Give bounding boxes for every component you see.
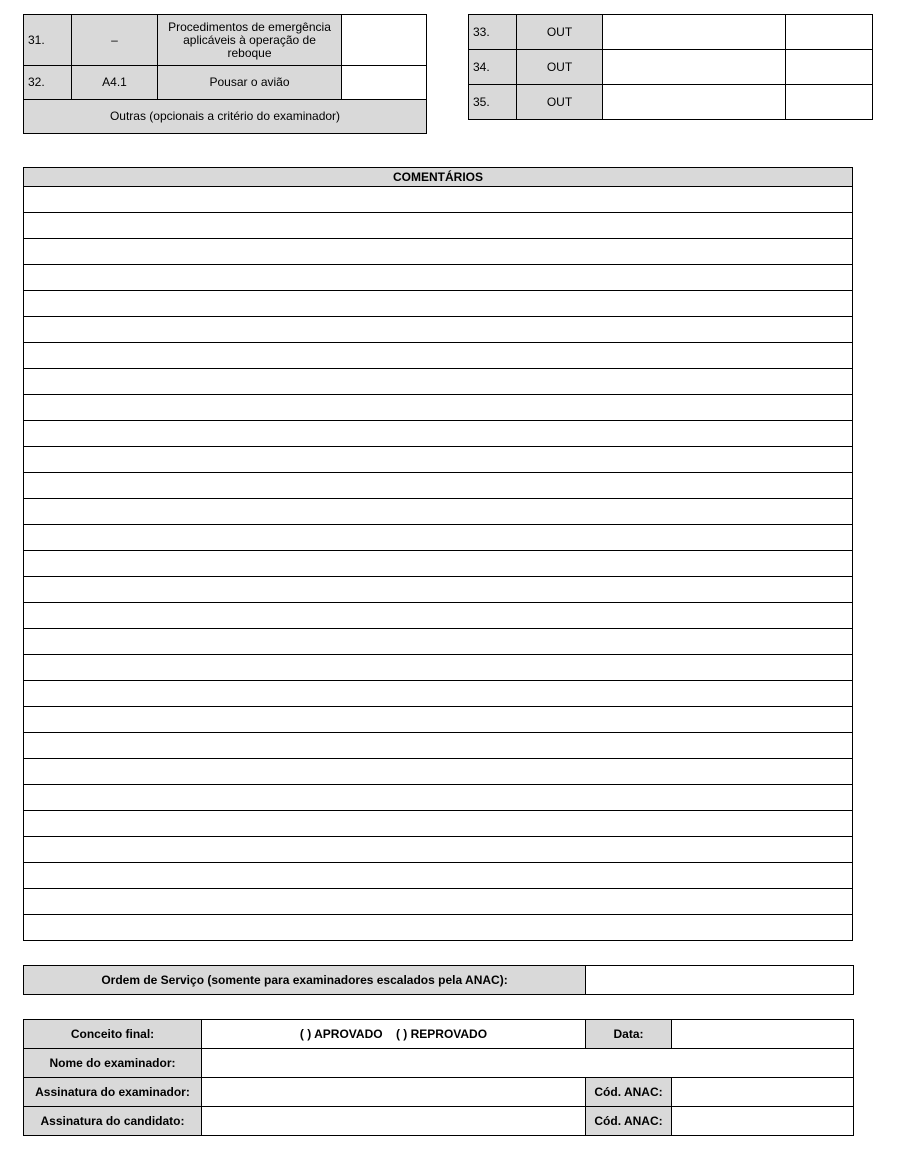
comment-line-field[interactable] (24, 733, 853, 759)
examiner-signature-label: Assinatura do examinador: (24, 1078, 202, 1107)
comment-line (24, 551, 853, 577)
comment-line (24, 447, 853, 473)
comments-title: COMENTÁRIOS (24, 168, 853, 187)
comment-line (24, 317, 853, 343)
comment-line (24, 421, 853, 447)
item-code: OUT (517, 50, 603, 85)
comment-line-field[interactable] (24, 473, 853, 499)
comment-line-field[interactable] (24, 369, 853, 395)
comment-line (24, 811, 853, 837)
candidate-signature-field[interactable] (202, 1107, 586, 1136)
table-row (24, 15, 427, 66)
table-row (469, 85, 873, 120)
service-order-table (23, 965, 854, 995)
table-row (24, 966, 854, 995)
comment-line-field[interactable] (24, 889, 853, 915)
comment-line (24, 395, 853, 421)
comment-line (24, 369, 853, 395)
examiner-anac-code-field[interactable] (672, 1078, 854, 1107)
table-row (24, 100, 427, 134)
date-field[interactable] (672, 1020, 854, 1049)
item-code: OUT (517, 15, 603, 50)
comment-line (24, 889, 853, 915)
service-order-label: Ordem de Serviço (somente para examinadores escalados pela ANAC): (24, 966, 586, 995)
comment-line (24, 291, 853, 317)
comment-line (24, 525, 853, 551)
comment-line-field[interactable] (24, 915, 853, 941)
comment-line-field[interactable] (24, 655, 853, 681)
item-task-cell[interactable] (603, 85, 786, 120)
comment-line (24, 785, 853, 811)
approved-option[interactable]: ( ) APROVADO (299, 1026, 383, 1041)
item-task: Pousar o avião (158, 66, 342, 100)
comment-line-field[interactable] (24, 603, 853, 629)
comment-line (24, 733, 853, 759)
comment-line-field[interactable] (24, 629, 853, 655)
item-task-cell[interactable] (603, 15, 786, 50)
comment-line-field[interactable] (24, 525, 853, 551)
item-number: 33. (469, 15, 517, 50)
comment-line (24, 577, 853, 603)
comment-line-field[interactable] (24, 317, 853, 343)
comment-line-field[interactable] (24, 811, 853, 837)
final-concept-label: Conceito final: (24, 1020, 202, 1049)
comment-line-field[interactable] (24, 785, 853, 811)
item-result-cell[interactable] (786, 50, 873, 85)
comment-line (24, 915, 853, 941)
comment-line-field[interactable] (24, 551, 853, 577)
examiner-anac-code-label: Cód. ANAC: (586, 1078, 672, 1107)
comment-line (24, 681, 853, 707)
table-row (24, 1078, 854, 1107)
comment-line (24, 239, 853, 265)
item-result-cell[interactable] (342, 15, 427, 66)
item-code: – (72, 15, 158, 66)
candidate-anac-code-field[interactable] (672, 1107, 854, 1136)
comment-line (24, 837, 853, 863)
comment-line-field[interactable] (24, 395, 853, 421)
comment-line (24, 863, 853, 889)
comment-line-field[interactable] (24, 759, 853, 785)
comment-line (24, 343, 853, 369)
comment-line (24, 499, 853, 525)
optional-maneuvers-label: Outras (opcionais a critério do examinador) (24, 100, 427, 134)
comment-line-field[interactable] (24, 291, 853, 317)
comments-table (23, 167, 853, 941)
item-result-cell[interactable] (342, 66, 427, 100)
comment-line-field[interactable] (24, 499, 853, 525)
comment-line (24, 213, 853, 239)
table-row (24, 1020, 854, 1049)
comment-line-field[interactable] (24, 863, 853, 889)
comment-line-field[interactable] (24, 187, 853, 213)
comment-line-field[interactable] (24, 577, 853, 603)
service-order-field[interactable] (586, 966, 854, 995)
date-label: Data: (586, 1020, 672, 1049)
item-code: OUT (517, 85, 603, 120)
item-number: 35. (469, 85, 517, 120)
comment-line-field[interactable] (24, 681, 853, 707)
table-row (469, 15, 873, 50)
comment-line (24, 655, 853, 681)
comment-line-field[interactable] (24, 837, 853, 863)
maneuvers-table-right (468, 14, 873, 120)
item-result-cell[interactable] (786, 15, 873, 50)
comment-line (24, 707, 853, 733)
table-row (24, 1107, 854, 1136)
comment-line-field[interactable] (24, 707, 853, 733)
comment-line (24, 473, 853, 499)
item-result-cell[interactable] (786, 85, 873, 120)
candidate-signature-label: Assinatura do candidato: (24, 1107, 202, 1136)
table-row (24, 1049, 854, 1078)
examiner-name-field[interactable] (202, 1049, 854, 1078)
comment-line (24, 629, 853, 655)
comment-line-field[interactable] (24, 213, 853, 239)
final-evaluation-table (23, 1019, 854, 1136)
item-number: 34. (469, 50, 517, 85)
item-task: Procedimentos de emergência aplicáveis à operação de reboque (158, 15, 342, 66)
comment-line-field[interactable] (24, 447, 853, 473)
item-code: A4.1 (72, 66, 158, 100)
comment-line-field[interactable] (24, 239, 853, 265)
table-row (24, 66, 427, 100)
comment-line-field[interactable] (24, 421, 853, 447)
item-number: 31. (24, 15, 72, 66)
rejected-option[interactable]: ( ) REPROVADO (395, 1026, 488, 1041)
final-concept-options (202, 1020, 586, 1049)
item-task-cell[interactable] (603, 50, 786, 85)
comment-line (24, 187, 853, 213)
comment-line (24, 759, 853, 785)
maneuvers-table-left (23, 14, 427, 134)
comments-header-row (24, 168, 853, 187)
comment-line-field[interactable] (24, 343, 853, 369)
table-row (469, 50, 873, 85)
item-number: 32. (24, 66, 72, 100)
examiner-name-label: Nome do examinador: (24, 1049, 202, 1078)
examiner-signature-field[interactable] (202, 1078, 586, 1107)
comment-line (24, 265, 853, 291)
comment-line-field[interactable] (24, 265, 853, 291)
comment-line (24, 603, 853, 629)
candidate-anac-code-label: Cód. ANAC: (586, 1107, 672, 1136)
